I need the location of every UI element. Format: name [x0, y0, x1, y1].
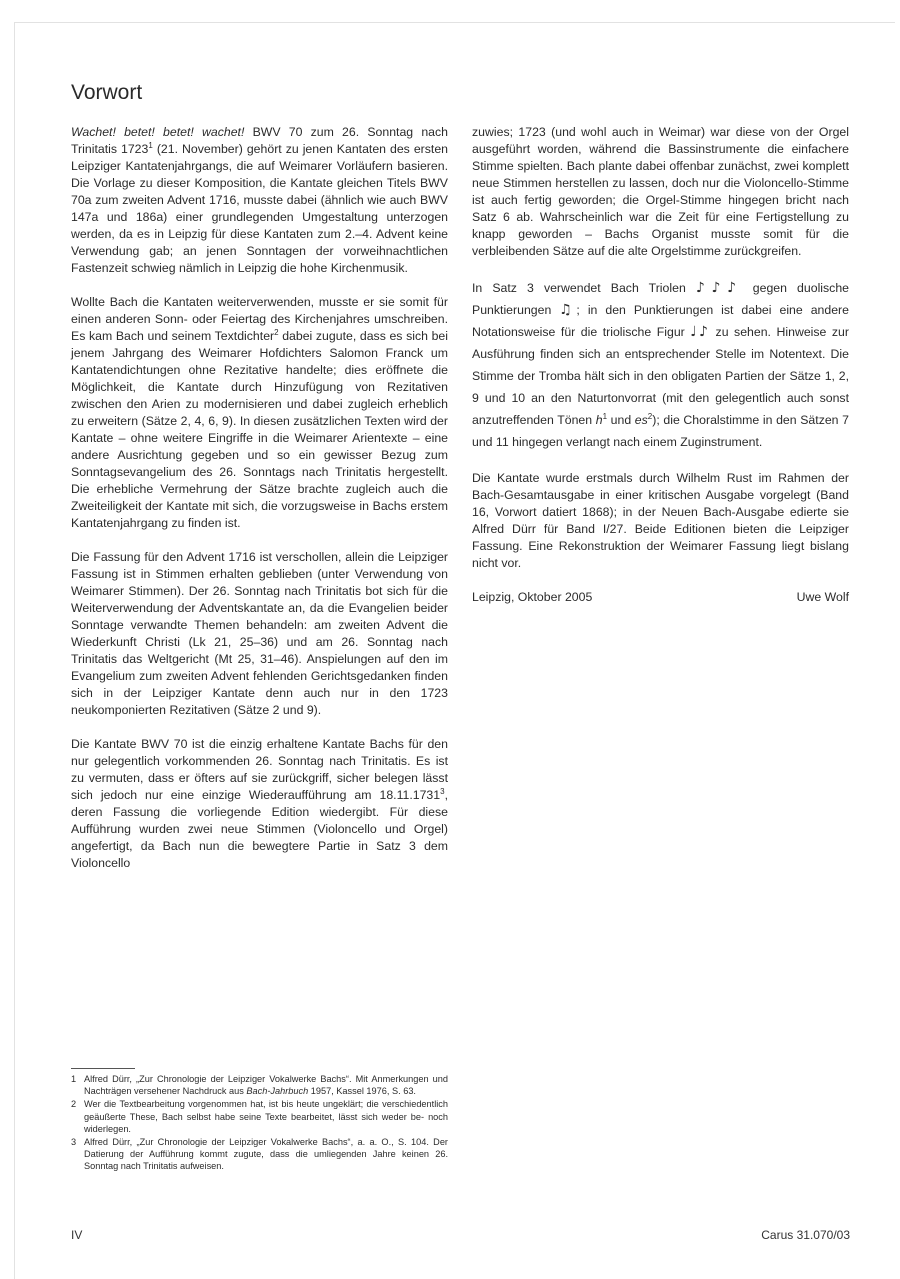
paragraph [472, 277, 849, 453]
text-run: Wollte Bach die Kantaten weiterverwenden, musste er sie somit für einen anderen Sonn- oder Feiertag des Kirchenjahres umschreiben. Es kam Bach und seinem Textdichter [71, 295, 448, 343]
catalog-number: Carus 31.070/03 [761, 1228, 850, 1242]
text-run: Wer die Textbearbeitung vorgenommen hat, ist bis heute ungeklärt; die verschiedentlich geäußerte These, Bach selbst habe seine Texte bearbeitet, lässt sich weder be- noch widerlegen. [84, 1099, 448, 1134]
text-run: Die Fassung für den Advent 1716 ist verschollen, allein die Leipziger Fassung ist in Stimmen erhalten geblieben (unter Verwendung von Weimarer Stimmen). Der 26. Sonntag nach Trinitatis bot sich für die Weiterverwendung der Adventskantate an, da die Evangelien beider Sonntage verwandte Themen behandeln: am zweiten Advent die Wiederkunft Christi (Lk 21, 25–36) und am 26. Sonntag nach Trinitatis das Weltgericht (Mt 25, 31–46). Anspielungen auf den im Evangelium zum zweiten Advent fehlenden Gerichtsgedanken finden sich in der Leipziger Kantate denn auch nur in den 1723 neukomponierten Rezitativen (Sätze 2 und 9). [71, 550, 448, 717]
footnote-number: 3 [71, 1137, 77, 1148]
superscript: 3 [440, 787, 445, 796]
text-run: dabei zugute, dass es sich bei jenem Jahrgang des Weimarer Hofdichters Salomon Franck um Kantatendichtungen ohne Rezitative handelte; dies eröffnete die Möglichkeit, die Kantate durch Hinzufügung von Rezitativen zwischen den Arien zu modernisieren und dabei zugleich erheblich zu erweitern (Sätze 2, 4, 6, 9). In diesen zusätzlichen Texten wird der Kantate – ohne weitere Eingriffe in die Weimarer Arientexte – eine andere Ausrichtung gegeben und so ein gewisser Bezug zum Sonntagsevangelium des 26. Sonntags nach Trinitatis hergestellt. Die erhebliche Vermehrung der Sätze brachte zugleich auch die Zweiteiligkeit der Kantate mit sich, die vorzugsweise in Bachs erstem Kantatenjahrgang zu finden ist. [71, 329, 448, 530]
footnote-divider [71, 1068, 135, 1069]
text-run: (21. November) gehört zu jenen Kantaten des ersten Leipziger Kantatenjahrgangs, die auf Weimarer Vorläufern basieren. Die Vorlage zu dieser Komposition, die Kantate gleichen Titels BWV 70a zum zweiten Advent 1716, musste dabei (ähnlich wie auch BWV 147a und 186a) einer grundlegenden Umgestaltung unterzogen werden, da es in Leipzig für diese Kantaten zum 2.–4. Advent keine Verwendung gab; an jenen Sonntagen der vorweihnachtlichen Fastenzeit schwieg nämlich in Leipzig die hohe Kirchenmusik. [71, 142, 449, 275]
paragraph [472, 124, 849, 260]
signature-line [472, 589, 849, 606]
page-number: IV [71, 1228, 83, 1242]
footnote [71, 1136, 448, 1173]
paragraph [71, 736, 448, 872]
footnote-text [84, 1073, 448, 1097]
footnote-text [84, 1098, 448, 1135]
footnote [71, 1098, 448, 1135]
page-title: Vorwort [71, 81, 143, 104]
author-name: Uwe Wolf [796, 590, 849, 604]
text-run: und [607, 413, 635, 427]
paragraph [71, 124, 448, 277]
text-run: gegen duolische Punktierungen [472, 281, 850, 317]
text-run: ; in den Punktierungen ist dabei eine andere Notationsweise für die triolische Figur [472, 303, 849, 339]
text-run: , deren Fassung die vorliegende Edition wiedergibt. Für diese Aufführung wurden zwei neue Stimmen (Violoncello und Orgel) angefertigt, da Bach nun die bewegtere Partie in Satz 3 dem Violoncello [71, 788, 448, 870]
text-run: zuwies; 1723 (und wohl auch in Weimar) war diese von der Orgel ausgeführt worden, während die Bassinstrumente die einfachere Stimme spielten. Bach plante dabei offenbar zunächst, zwei komplett neue Stimmen herstellen zu lassen, doch nur die Violoncello-Stimme ist auch fertig geworden; die Orgel-Stimme hingegen bricht nach Satz 6 ab. Wahrscheinlich war die Zeit für eine Fertigstellung zu knapp geworden – Bachs Organist musste somit für die verbleibenden Sätze auf die alte Orgelstimme zurückgreifen. [472, 125, 849, 258]
text-run: Die Kantate wurde erstmals durch Wilhelm Rust im Rahmen der Bach-Gesamtausgabe in einer kritischen Ausgabe vorgelegt (Band 16, Vorwort datiert 1868); in der Neuen Bach-Ausgabe edierte sie Alfred Dürr für Band I/27. Beide Editionen bieten die Leipziger Fassung. Eine Rekonstruktion der Weimarer Fassung liegt bislang nicht vor. [472, 471, 849, 570]
text-run: BWV 70 zum 26. Sonntag nach Trinitatis 1723 [71, 125, 449, 156]
text-run: Die Kantate BWV 70 ist die einzig erhaltene Kantate Bachs für den nur gelegentlich vorkommenden 26. Sonntag nach Trinitatis. Es ist zu vermuten, dass er öfters auf sie zurückgriff, sicher belegen lässt sich jedoch nur eine einzige Wiederaufführung am 18.11.1731 [71, 737, 448, 802]
footnote [71, 1073, 448, 1097]
paragraph [71, 549, 448, 719]
music-note-icon: ♫ [559, 302, 577, 318]
music-note-icon: ♩♪ [690, 324, 711, 340]
footnote-text [84, 1136, 448, 1173]
text-run: In Satz 3 verwendet Bach Triolen [472, 281, 696, 295]
music-note-icon: ♪♪♪ [695, 280, 743, 296]
italic-text: es [634, 413, 648, 427]
italic-text: Bach-Jahrbuch [246, 1086, 309, 1097]
paragraph [472, 470, 849, 572]
text-run: 1957, Kassel 1976, S. 63. [308, 1086, 416, 1097]
right-column [472, 124, 849, 623]
footnote-number: 1 [71, 1074, 77, 1084]
paragraph [71, 294, 448, 532]
superscript: 1 [148, 141, 153, 150]
text-run: zu sehen. Hinweise zur Ausführung finden sich an entsprechender Stelle im Notentext. Die Stimme der Tromba hält sich in den obligaten Partien der Sätze 1, 2, 9 und 10 an den Naturtonvorrat (mit den gelegentlich auch sonst anzutreffenden Tönen [472, 325, 849, 427]
place-date: Leipzig, Oktober 2005 [472, 590, 593, 604]
italic-text: h [595, 413, 603, 427]
superscript: 1 [602, 412, 608, 421]
italic-text: Wachet! betet! betet! wachet! [71, 125, 245, 139]
footnote-number: 2 [71, 1099, 77, 1110]
text-run: ); die Choralstimme in den Sätzen 7 und 11 hingegen verlangt nach einem Zuginstrument. [472, 413, 849, 449]
text-run: Alfred Dürr, „Zur Chronologie der Leipziger Vokalwerke Bachs“, a. a. O., S. 104. Der Datierung der Aufführung kommt zugute, dass die umliegenden Jahre keinen 26. Sonntag nach Trinitatis aufweisen. [84, 1137, 448, 1172]
footnotes [71, 1073, 448, 1174]
superscript: 2 [647, 412, 653, 421]
text-run: Alfred Dürr, „Zur Chronologie der Leipziger Vokalwerke Bachs“. Mit Anmerkungen und Nachträgen versehener Nachdruck aus [84, 1074, 448, 1097]
superscript: 2 [274, 328, 279, 337]
left-column [71, 124, 448, 889]
